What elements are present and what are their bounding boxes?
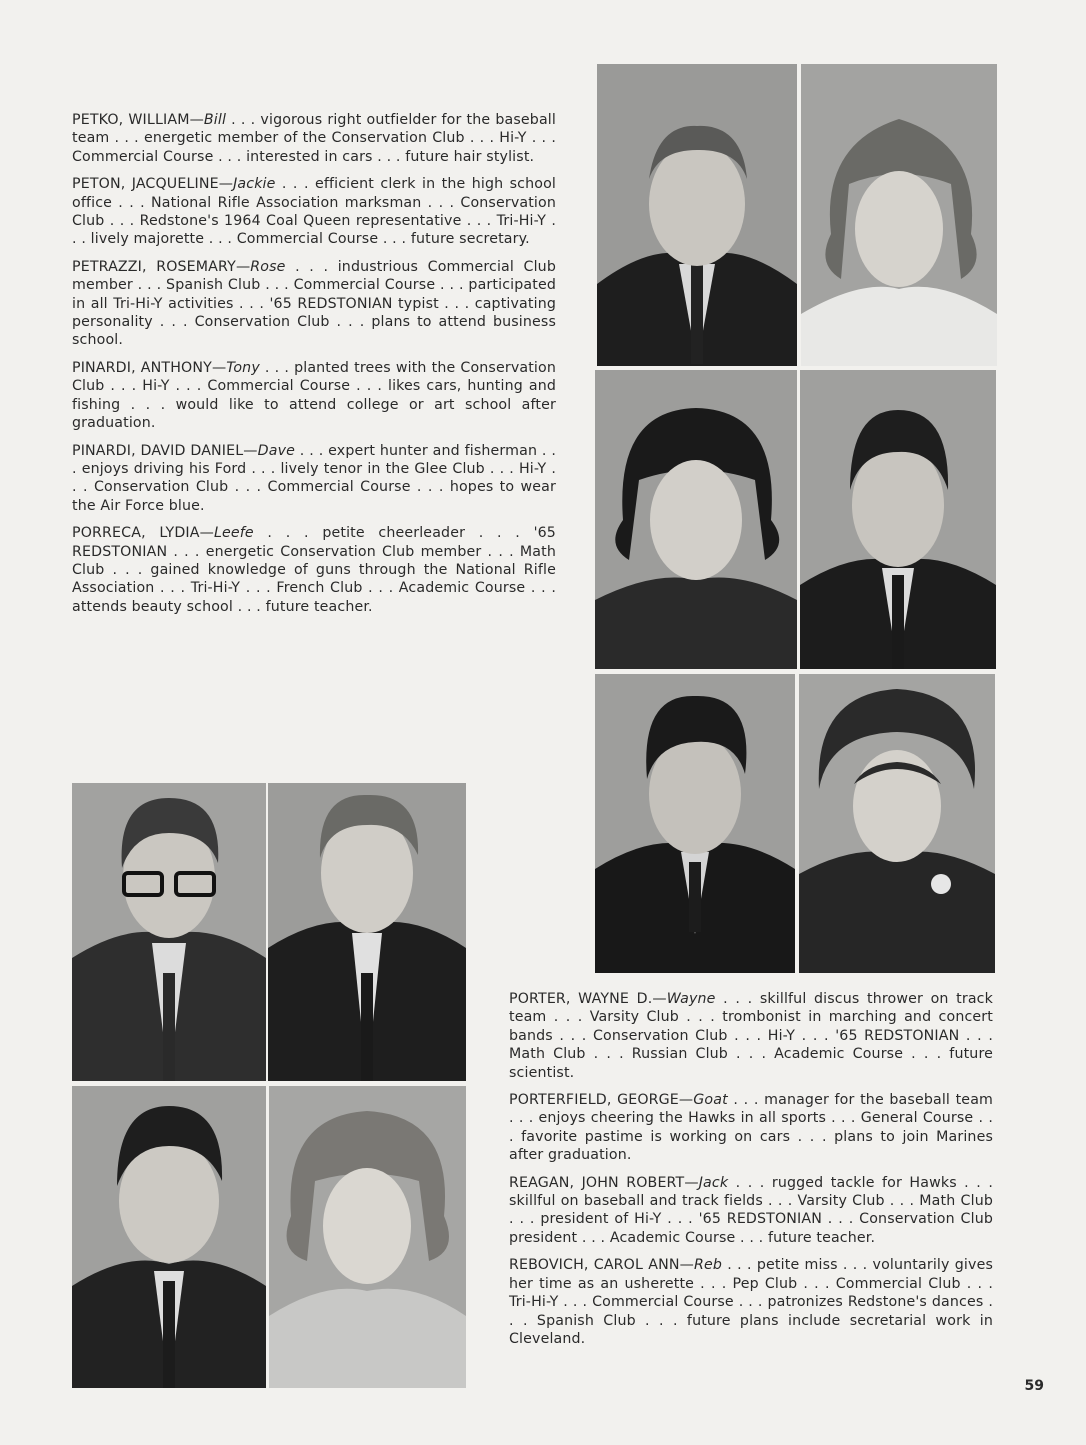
bio-petko: PETKO, WILLIAM—Bill . . . vigorous right outfielder for the baseball team . . . energetic member of the Conservation Club . . . Hi-Y . . . Commercial Course . . . interested in cars . . . future hair stylist.	[72, 112, 556, 165]
bio-reagan: REAGAN, JOHN ROBERT—Jack . . . rugged tackle for Hawks . . . skillful on baseball and track fields . . . Varsity Club . . . Math Club . . . president of Hi-Y . . . '65 REDSTONIAN . . . Conservation Club president . . . Academic Course . . . future teacher.	[509, 1174, 993, 1246]
bio-pinardi-anthony: PINARDI, ANTHONY—Tony . . . planted trees with the Conservation Club . . . Hi-Y . . . Commercial Course . . . likes cars, hunting and fishing . . . would like to attend college or art school after graduation.	[72, 359, 556, 432]
bio-rebovich: REBOVICH, CAROL ANN—Reb . . . petite miss . . . voluntarily gives her time as an usherette . . . Pep Club . . . Commercial Club . . . Tri-Hi-Y . . . Commercial Course . . . patronizes Redstone's dances . . . Spanish Club . . . future plans include secretarial work in Cleveland.	[509, 1257, 993, 1347]
bio-column-bottom	[509, 990, 993, 1357]
portrait-porreca	[799, 674, 995, 973]
portrait-peton	[801, 64, 997, 366]
portrait-rebovich	[269, 1086, 466, 1388]
portrait-pinardi-david	[595, 674, 795, 973]
portrait-porterfield	[268, 783, 466, 1081]
portrait-petrazzi	[595, 370, 797, 669]
bio-porreca: PORRECA, LYDIA—Leefe . . . petite cheerleader . . . '65 REDSTONIAN . . . energetic Conservation Club member . . . Math Club . . . gained knowledge of guns through the National Rifle Association . . . Tri-Hi-Y . . . French Club . . . Academic Course . . . attends beauty school . . . future teacher.	[72, 525, 556, 615]
portrait-reagan	[72, 1086, 266, 1388]
portrait-pinardi-anthony	[800, 370, 996, 669]
bio-column-top	[72, 111, 556, 625]
portrait-porter	[72, 783, 266, 1081]
bio-porter: PORTER, WAYNE D.—Wayne . . . skillful discus thrower on track team . . . Varsity Club . . . trombonist in marching and concert bands . . . Conservation Club . . . Hi-Y . . . '65 REDSTONIAN . . . Math Club . . . Russian Club . . . Academic Course . . . future scientist.	[509, 991, 993, 1081]
bio-pinardi-david: PINARDI, DAVID DANIEL—Dave . . . expert hunter and fisherman . . . enjoys driving his Ford . . . lively tenor in the Glee Club . . . Hi-Y . . . Conservation Club . . . Commercial Course . . . hopes to wear the Air Force blue.	[72, 442, 556, 514]
page-number: 59	[1024, 1378, 1044, 1394]
bio-porterfield: PORTERFIELD, GEORGE—Goat . . . manager for the baseball team . . . enjoys cheering the Hawks in all sports . . . General Course . . . favorite pastime is working on cars . . . plans to join Marines after graduation.	[509, 1092, 994, 1164]
bio-peton: PETON, JACQUELINE—Jackie . . . efficient clerk in the high school office . . . National Rifle Association marksman . . . Conservation Club . . . Redstone's 1964 Coal Queen representative . . . Tri-Hi-Y . . . lively majorette . . . Commercial Course . . . future secretary.	[72, 176, 556, 248]
portrait-petko	[597, 64, 797, 366]
bio-petrazzi: PETRAZZI, ROSEMARY—Rose . . . industrious Commercial Club member . . . Spanish Club . . . Commercial Course . . . participated in all Tri-Hi-Y activities . . . '65 REDSTONIAN typist . . . captivating personality . . . Conservation Club . . . plans to attend business school.	[72, 258, 556, 349]
